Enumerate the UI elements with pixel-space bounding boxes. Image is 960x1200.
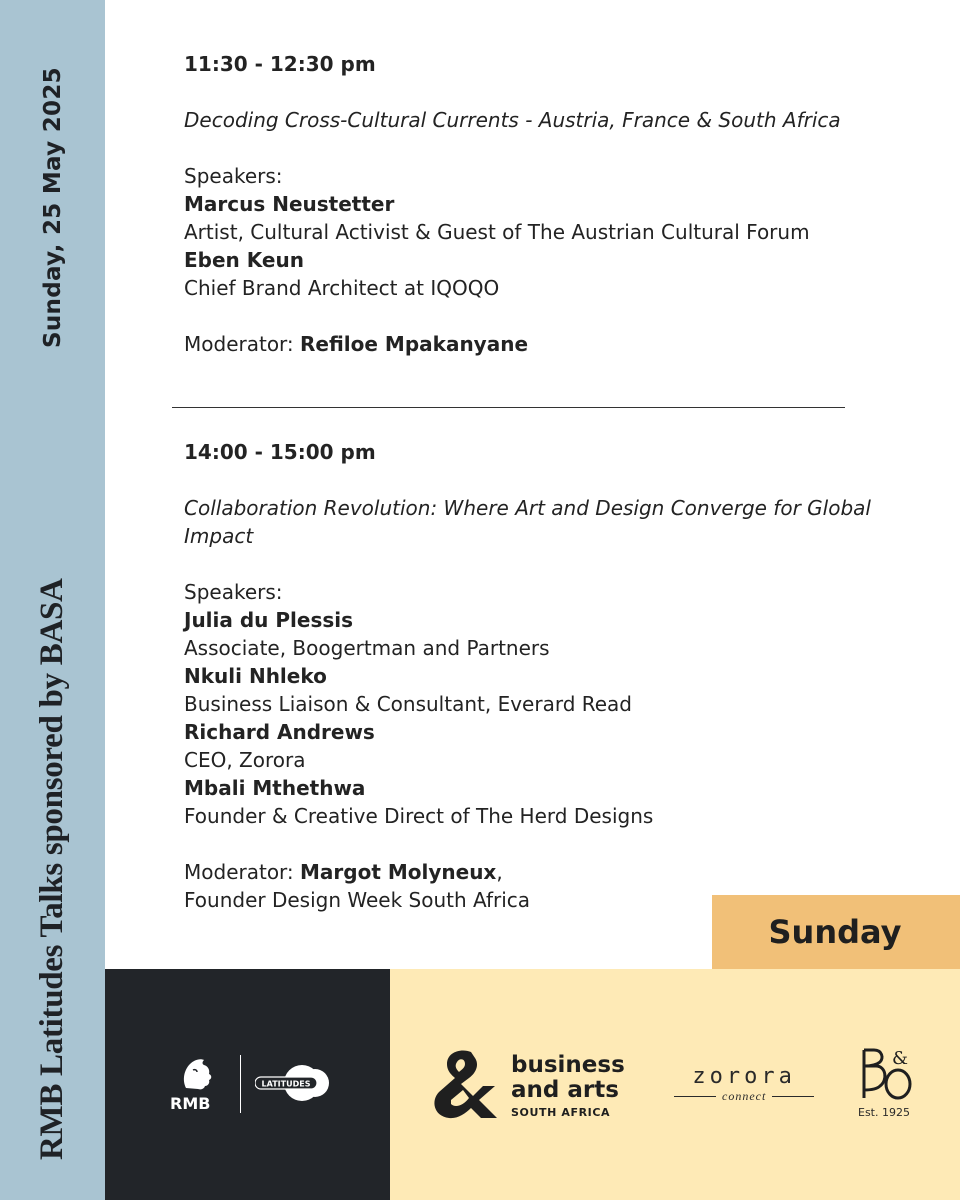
bo-est-text: Est. 1925 <box>858 1106 910 1119</box>
session-time: 14:00 - 15:00 pm <box>184 440 376 464</box>
series-title: RMB Latitudes Talks sponsored by BASA <box>34 578 70 1160</box>
rmb-logo-text: RMB <box>170 1094 211 1113</box>
session-1 <box>184 50 894 358</box>
basa-line-1: business <box>511 1052 625 1078</box>
logo-separator <box>240 1055 241 1113</box>
moderator-name: Margot Molyneux <box>300 860 497 884</box>
speaker-role: Artist, Cultural Activist & Guest of The Austrian Cultural Forum <box>184 220 810 244</box>
speaker-name: Richard Andrews <box>184 720 375 744</box>
speaker-role: Founder & Creative Direct of The Herd Designs <box>184 804 654 828</box>
speakers-label: Speakers: <box>184 164 283 188</box>
speakers-label: Speakers: <box>184 580 283 604</box>
latitudes-text: LATITUDES <box>261 1079 311 1089</box>
session-time: 11:30 - 12:30 pm <box>184 52 376 76</box>
footer-dark-panel <box>105 969 390 1200</box>
speaker-name: Nkuli Nhleko <box>184 664 327 688</box>
bang-olufsen-logo-icon <box>860 1046 914 1102</box>
moderator-line <box>184 858 894 886</box>
basa-line-3: SOUTH AFRICA <box>511 1106 611 1119</box>
speaker-role: CEO, Zorora <box>184 748 306 772</box>
svg-text:&: & <box>891 1048 909 1069</box>
moderator-line <box>184 330 894 358</box>
event-date: Sunday, 25 May 2025 <box>40 67 66 348</box>
speaker-name: Julia du Plessis <box>184 608 354 632</box>
session-title: Decoding Cross-Cultural Currents - Austria, France & South Africa <box>184 108 841 132</box>
moderator-label: Moderator: <box>184 860 301 884</box>
zorora-wordmark: zorora <box>692 1064 796 1089</box>
basa-line-2: and arts <box>511 1077 619 1103</box>
day-tag-label: Sunday <box>768 913 902 951</box>
day-tag <box>712 895 960 969</box>
speaker-name: Mbali Mthethwa <box>184 776 366 800</box>
moderator-suffix: , <box>496 860 503 884</box>
speaker-name: Marcus Neustetter <box>184 192 395 216</box>
speaker-role: Chief Brand Architect at IQOQO <box>184 276 500 300</box>
basa-logo-text <box>511 1053 625 1119</box>
moderator-label: Moderator: <box>184 332 301 356</box>
speaker-role: Business Liaison & Consultant, Everard Read <box>184 692 632 716</box>
ampersand-icon <box>425 1046 500 1121</box>
speaker-name: Eben Keun <box>184 248 304 272</box>
zorora-logo <box>674 1064 814 1104</box>
session-title: Collaboration Revolution: Where Art and Design Converge for Global Impact <box>184 496 871 548</box>
moderator-role: Founder Design Week South Africa <box>184 888 531 912</box>
session-2 <box>184 438 894 914</box>
zorora-subtitle: connect <box>674 1089 814 1104</box>
session-divider <box>172 407 845 408</box>
speaker-role: Associate, Boogertman and Partners <box>184 636 550 660</box>
latitudes-100-logo <box>255 1063 330 1103</box>
moderator-name: Refiloe Mpakanyane <box>300 332 529 356</box>
